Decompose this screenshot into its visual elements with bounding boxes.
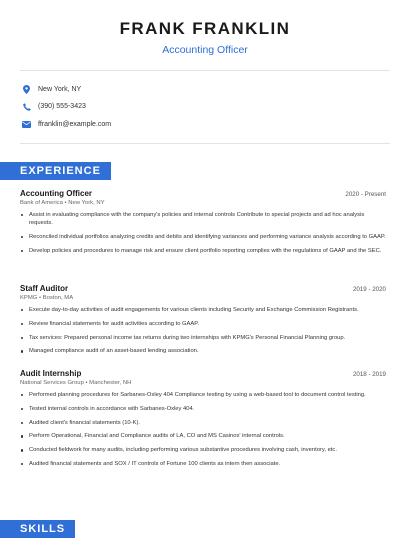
job-bullet: Assist in evaluating compliance with the company's policies and internal controls Contribute to special projects and ad hoc analysis requests. [20,211,386,227]
job-bullet: Tested internal controls in accordance with Sarbanes-Oxley 404. [20,405,386,413]
location-text: New York, NY [38,86,82,93]
contact-email [22,120,111,129]
job-company: Bank of America • New York, NY [20,200,105,206]
job-company: National Services Group • Manchester, NH [20,380,132,386]
phone-icon [22,102,31,111]
job-bullets [20,391,386,468]
job-bullet: Audited financial statements and SOX / IT controls of Fortune 100 clients as intern then associate. [20,460,386,468]
experience-entry [20,189,386,261]
job-dates: 2018 - 2019 [352,371,386,378]
header-divider [20,70,390,71]
candidate-name: FRANK FRANKLIN [119,19,291,38]
job-dates: 2020 - Present [345,191,386,198]
job-bullets [20,211,386,255]
experience-entry [20,369,386,474]
job-bullets [20,306,386,356]
job-bullet: Performed planning procedures for Sarbanes-Oxley 404 Compliance testing by using a web-based tool to document control testing. [20,391,386,399]
email-icon [22,120,31,129]
contact-divider [20,143,390,144]
location-pin-icon [22,85,31,94]
job-bullet: Reconciled individual portfolios analyzing credits and debits and identifying variances and performing variance analysis according to GAAP. [20,233,386,241]
job-bullet: Execute day-to-day activities of audit engagements for various clients including Security and Exchange Commission Registrants. [20,306,386,314]
job-bullet: Perform Operational, Financial and Compliance audits of LA, CO and MS Casinos' internal controls. [20,432,386,440]
job-bullet: Review financial statements for audit activities according to GAAP. [20,320,386,328]
job-bullet: Develop policies and procedures to manage risk and ensure client portfolio reporting complies with the regulations of GAAP and the SEC. [20,247,386,255]
resume-header [0,0,410,56]
contact-phone [22,102,86,111]
job-title: Audit Internship [20,369,82,378]
job-title: Accounting Officer [20,189,93,198]
job-bullet: Audited client's financial statements (10-K). [20,419,386,427]
experience-entry [20,284,386,361]
experience-section-header: EXPERIENCE [0,162,111,180]
skills-section-header: SKILLS [0,520,75,538]
job-title: Staff Auditor [20,284,69,293]
job-bullet: Conducted fieldwork for many audits, including performing various substantive procedures involving cash, inventory, etc. [20,446,386,454]
job-company: KPMG • Boston, MA [20,295,74,301]
email-text: ffranklin@example.com [38,121,112,128]
contact-location [22,85,81,94]
job-bullet: Managed compliance audit of an asset-based lending association. [20,347,386,355]
phone-text: (390) 555-3423 [38,103,86,110]
job-bullet: Tax services: Prepared personal income tax returns during two internships with KPMG's Personal Financial Planning group. [20,334,386,342]
job-dates: 2019 - 2020 [352,286,386,293]
candidate-title: Accounting Officer [162,44,248,56]
